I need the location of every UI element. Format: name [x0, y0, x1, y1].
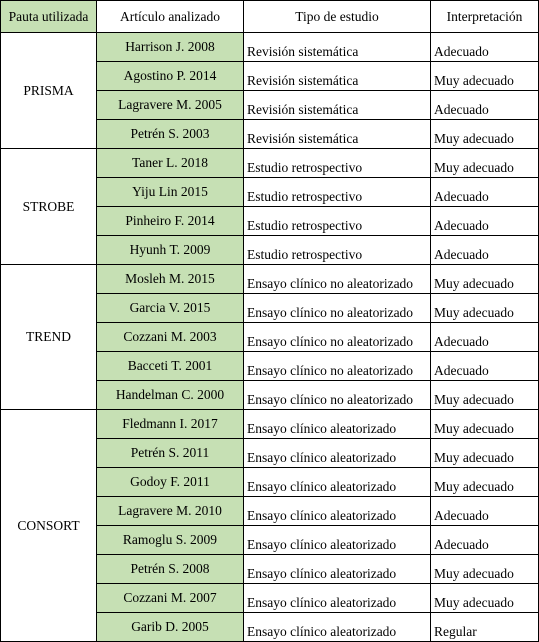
study-type-cell: Revisión sistemática	[244, 91, 431, 120]
study-type-cell: Estudio retrospectivo	[244, 207, 431, 236]
interpretation-cell: Adecuado	[431, 91, 539, 120]
table-row	[1, 149, 539, 178]
article-cell: Pinheiro F. 2014	[97, 207, 244, 236]
interpretation-cell: Muy adecuado	[431, 381, 539, 410]
study-type-cell: Estudio retrospectivo	[244, 178, 431, 207]
header-row	[1, 1, 539, 33]
article-cell: Mosleh M. 2015	[97, 265, 244, 294]
study-type-cell: Revisión sistemática	[244, 62, 431, 91]
interpretation-cell: Adecuado	[431, 236, 539, 265]
interpretation-cell: Muy adecuado	[431, 294, 539, 323]
table-row	[1, 410, 539, 439]
study-type-cell: Ensayo clínico no aleatorizado	[244, 323, 431, 352]
article-cell: Hyunh T. 2009	[97, 236, 244, 265]
article-cell: Yiju Lin 2015	[97, 178, 244, 207]
article-cell: Lagravere M. 2010	[97, 497, 244, 526]
interpretation-cell: Muy adecuado	[431, 410, 539, 439]
interpretation-cell: Adecuado	[431, 323, 539, 352]
study-type-cell: Ensayo clínico no aleatorizado	[244, 381, 431, 410]
guide-cell: CONSORT	[1, 410, 97, 642]
article-cell: Agostino P. 2014	[97, 62, 244, 91]
article-cell: Bacceti T. 2001	[97, 352, 244, 381]
table-header	[1, 1, 539, 33]
interpretation-cell: Adecuado	[431, 178, 539, 207]
article-cell: Lagravere M. 2005	[97, 91, 244, 120]
study-type-cell: Estudio retrospectivo	[244, 236, 431, 265]
guide-cell: STROBE	[1, 149, 97, 265]
article-cell: Taner L. 2018	[97, 149, 244, 178]
article-cell: Godoy F. 2011	[97, 468, 244, 497]
interpretation-cell: Adecuado	[431, 207, 539, 236]
study-type-cell: Ensayo clínico aleatorizado	[244, 468, 431, 497]
study-type-cell: Ensayo clínico no aleatorizado	[244, 352, 431, 381]
table-row	[1, 265, 539, 294]
interpretation-cell: Adecuado	[431, 497, 539, 526]
study-type-cell: Ensayo clínico aleatorizado	[244, 439, 431, 468]
header-article: Artículo analizado	[97, 1, 244, 33]
article-cell: Petrén S. 2003	[97, 120, 244, 149]
interpretation-cell: Muy adecuado	[431, 120, 539, 149]
study-type-cell: Ensayo clínico aleatorizado	[244, 584, 431, 613]
interpretation-cell: Adecuado	[431, 33, 539, 62]
article-cell: Handelman C. 2000	[97, 381, 244, 410]
article-cell: Garib D. 2005	[97, 613, 244, 642]
interpretation-cell: Muy adecuado	[431, 555, 539, 584]
header-guide: Pauta utilizada	[1, 1, 97, 33]
article-cell: Fledmann I. 2017	[97, 410, 244, 439]
interpretation-cell: Muy adecuado	[431, 149, 539, 178]
study-type-cell: Ensayo clínico aleatorizado	[244, 497, 431, 526]
study-type-cell: Ensayo clínico aleatorizado	[244, 526, 431, 555]
article-cell: Garcia V. 2015	[97, 294, 244, 323]
interpretation-cell: Muy adecuado	[431, 439, 539, 468]
study-type-cell: Ensayo clínico aleatorizado	[244, 410, 431, 439]
study-type-cell: Revisión sistemática	[244, 33, 431, 62]
study-type-cell: Ensayo clínico aleatorizado	[244, 555, 431, 584]
study-type-cell: Ensayo clínico no aleatorizado	[244, 294, 431, 323]
article-cell: Harrison J. 2008	[97, 33, 244, 62]
study-type-cell: Revisión sistemática	[244, 120, 431, 149]
article-cell: Cozzani M. 2003	[97, 323, 244, 352]
article-cell: Petrén S. 2011	[97, 439, 244, 468]
article-cell: Petrén S. 2008	[97, 555, 244, 584]
interpretation-cell: Muy adecuado	[431, 584, 539, 613]
study-type-cell: Ensayo clínico no aleatorizado	[244, 265, 431, 294]
interpretation-cell: Muy adecuado	[431, 265, 539, 294]
interpretation-cell: Adecuado	[431, 526, 539, 555]
interpretation-cell: Adecuado	[431, 352, 539, 381]
study-type-cell: Estudio retrospectivo	[244, 149, 431, 178]
header-study-type: Tipo de estudio	[244, 1, 431, 33]
interpretation-cell: Muy adecuado	[431, 62, 539, 91]
study-type-cell: Ensayo clínico aleatorizado	[244, 613, 431, 642]
interpretation-cell: Muy adecuado	[431, 468, 539, 497]
header-interpretation: Interpretación	[431, 1, 539, 33]
table-row	[1, 33, 539, 62]
guide-cell: PRISMA	[1, 33, 97, 149]
article-cell: Cozzani M. 2007	[97, 584, 244, 613]
article-cell: Ramoglu S. 2009	[97, 526, 244, 555]
guide-cell: TREND	[1, 265, 97, 410]
interpretation-cell: Regular	[431, 613, 539, 642]
table-body	[1, 33, 539, 642]
